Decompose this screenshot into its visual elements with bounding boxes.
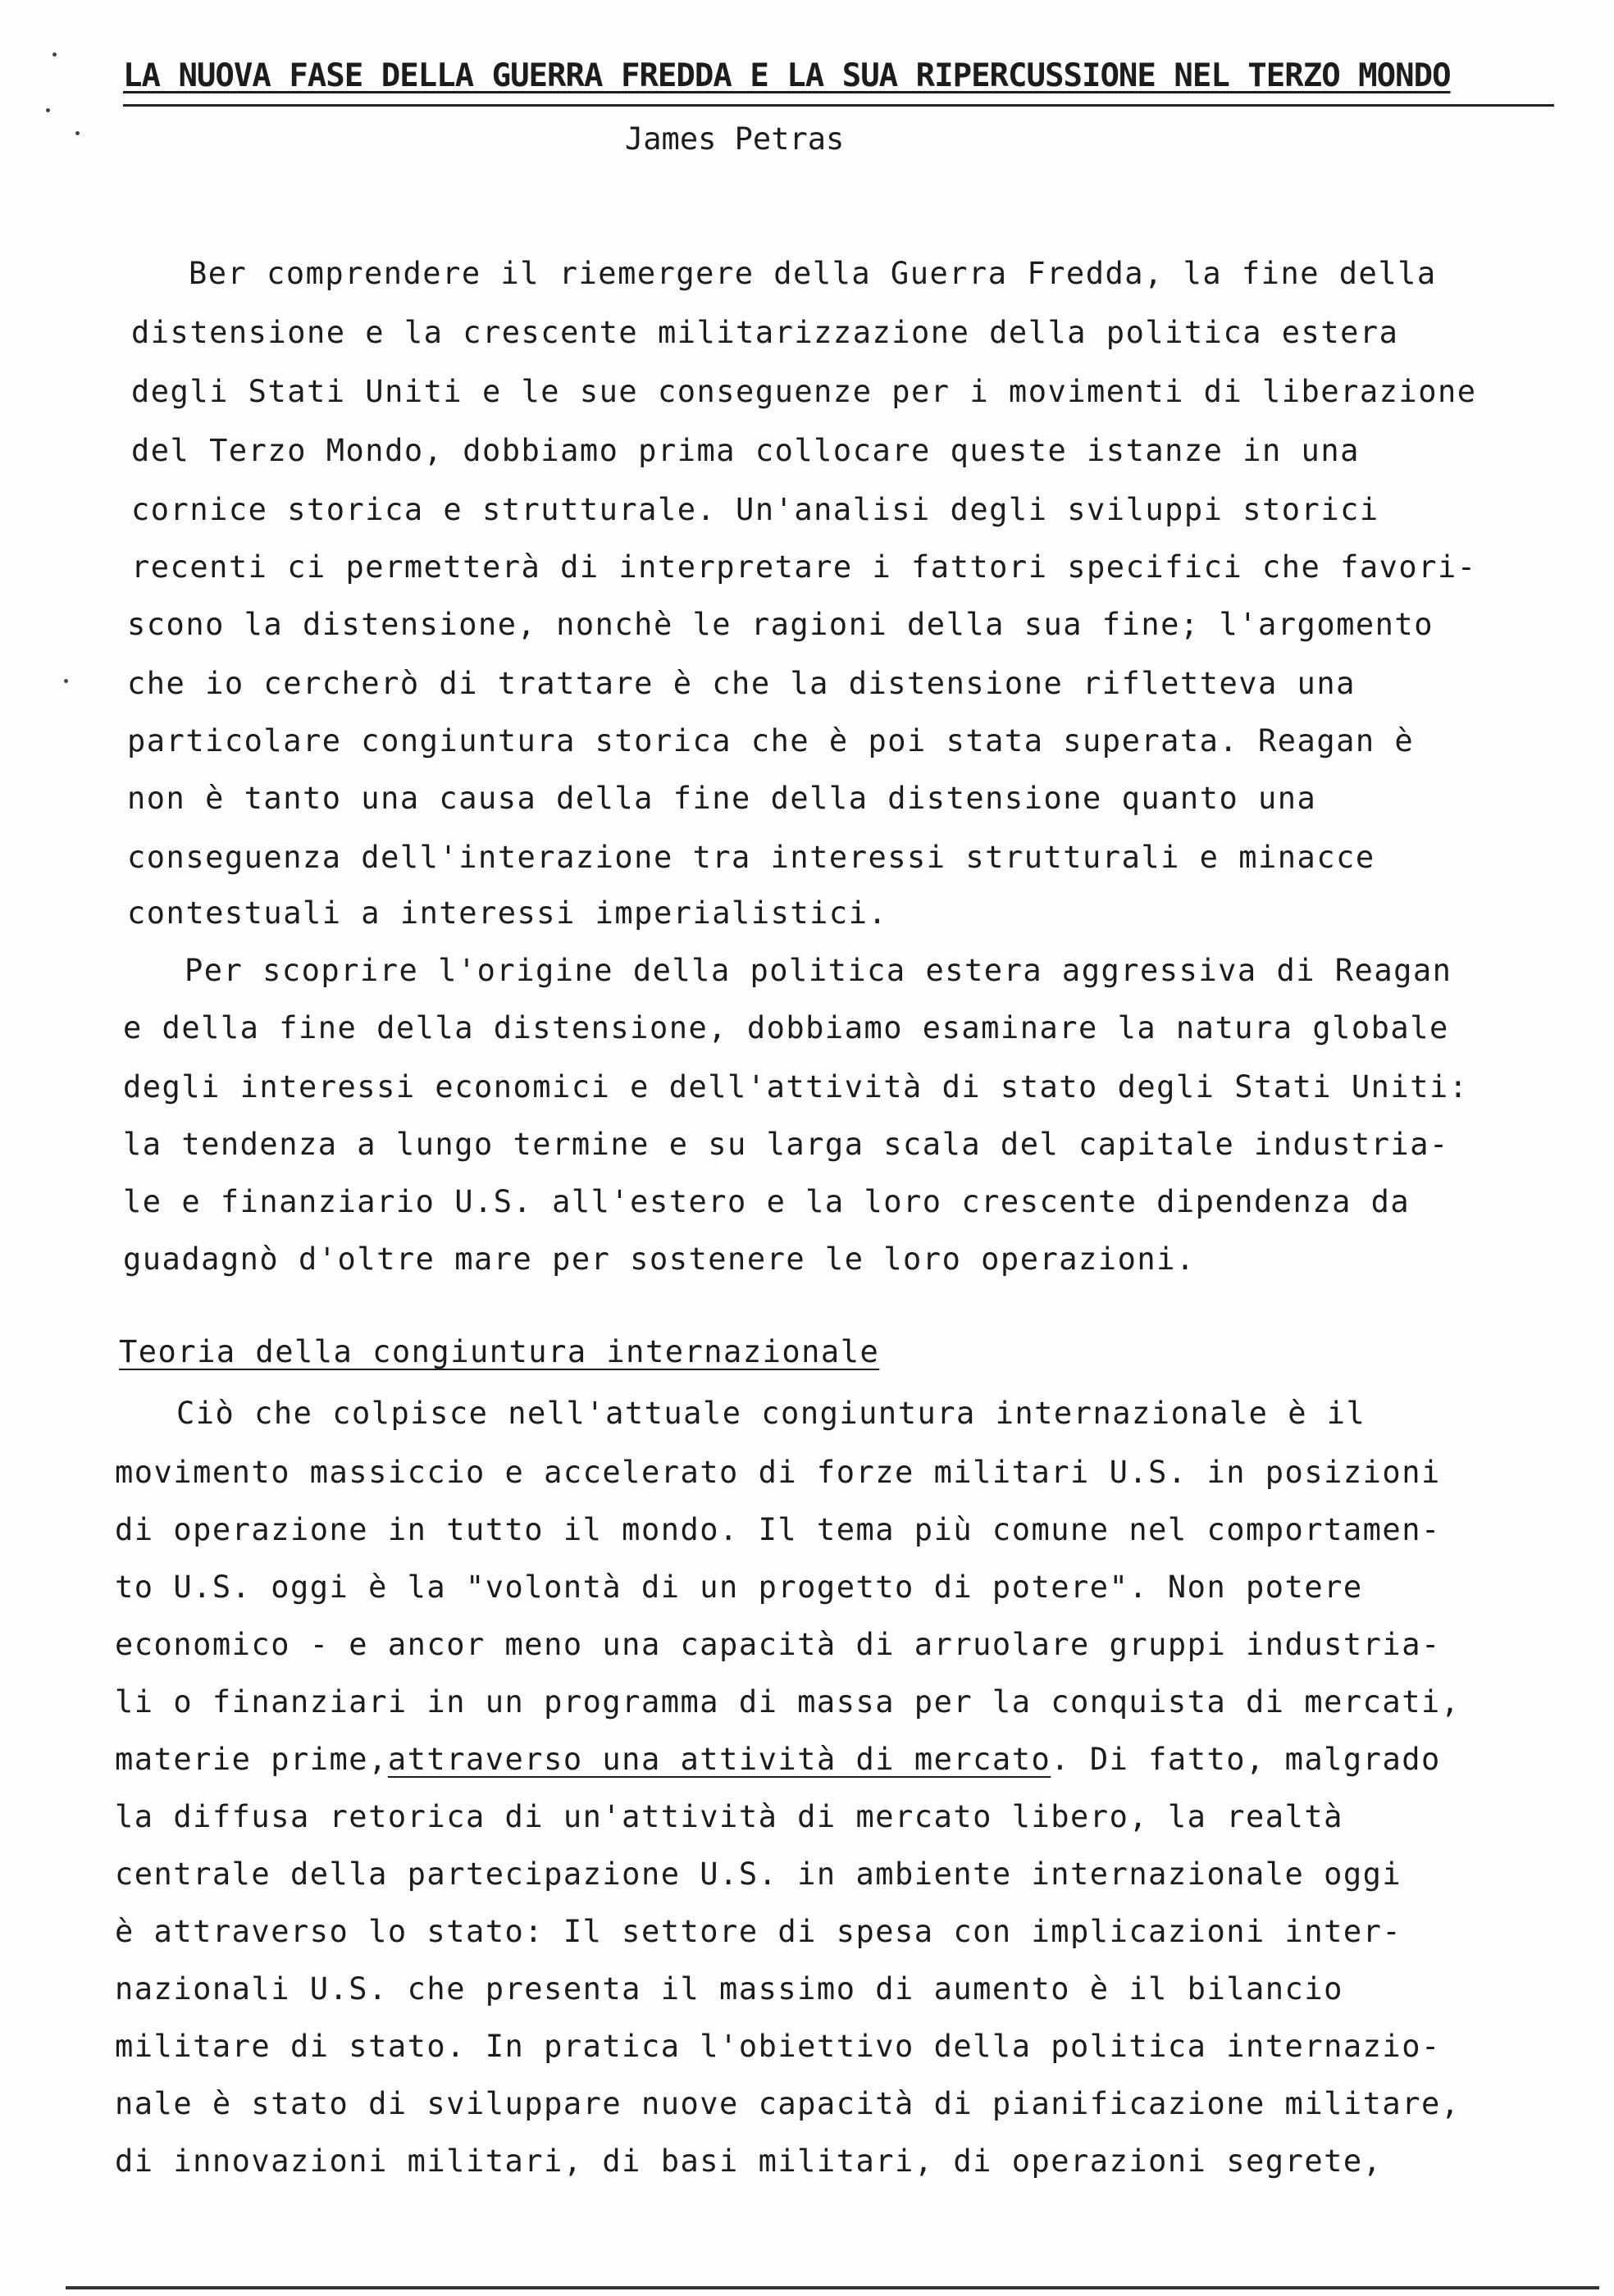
- ink-speck: [64, 679, 68, 683]
- paragraph-line: le e finanziario U.S. all'estero e la loro crescente dipendenza da: [123, 1184, 1411, 1219]
- paragraph-line: è attraverso lo stato: Il settore di spesa con implicazioni inter-: [115, 1914, 1402, 1949]
- paragraph-line: economico - e ancor meno una capacità di arruolare gruppi industria-: [115, 1627, 1441, 1662]
- paragraph-line: degli Stati Uniti e le sue conseguenze per i movimenti di liberazione: [131, 374, 1477, 409]
- paragraph-line: di operazione in tutto il mondo. Il tema più comune nel comportamen-: [115, 1512, 1441, 1547]
- page-bottom-rule: [66, 2286, 1599, 2289]
- paragraph-line: cornice storica e strutturale. Un'analisi degli sviluppi storici: [131, 492, 1379, 527]
- paragraph-line: Ciò che colpisce nell'attuale congiuntura internazionale è il: [176, 1396, 1366, 1431]
- title-rule: [123, 104, 1554, 107]
- paragraph-line: la diffusa retorica di un'attività di mercato libero, la realtà: [115, 1799, 1343, 1834]
- paragraph-line: la tendenza a lungo termine e su larga scala del capitale industria-: [123, 1127, 1449, 1162]
- paragraph-line: [115, 1742, 1441, 1777]
- section-heading: Teoria della congiuntura internazionale: [119, 1334, 880, 1369]
- paragraph-line: non è tanto una causa della fine della distensione quanto una: [127, 781, 1317, 816]
- paragraph-line: scono la distensione, nonchè le ragioni della sua fine; l'argomento: [127, 607, 1434, 642]
- underlined-phrase: attraverso una attività di mercato: [387, 1742, 1051, 1777]
- paragraph-line: li o finanziari in un programma di massa per la conquista di mercati,: [115, 1684, 1461, 1720]
- paragraph-line: Ber comprendere il riemergere della Guerra Fredda, la fine della: [189, 256, 1437, 291]
- paragraph-line: Per scoprire l'origine della politica estera aggressiva di Reagan: [185, 953, 1452, 988]
- paragraph-line: nazionali U.S. che presenta il massimo di aumento è il bilancio: [115, 1971, 1343, 2007]
- line-segment: . Di fatto, malgrado: [1051, 1742, 1441, 1777]
- paragraph-line: centrale della partecipazione U.S. in ambiente internazionale oggi: [115, 1856, 1402, 1892]
- paragraph-line: contestuali a interessi imperialistici.: [127, 895, 888, 931]
- ink-speck: [46, 108, 50, 112]
- author-name: James Petras: [625, 121, 845, 157]
- document-title: LA NUOVA FASE DELLA GUERRA FREDDA E LA SUA RIPERCUSSIONE NEL TERZO MONDO: [123, 57, 1451, 94]
- ink-speck: [75, 131, 80, 135]
- paragraph-line: recenti ci permetterà di interpretare i fattori specifici che favori-: [131, 549, 1477, 585]
- paragraph-line: del Terzo Mondo, dobbiamo prima collocare queste istanze in una: [131, 433, 1360, 468]
- paragraph-line: di innovazioni militari, di basi militari, di operazioni segrete,: [115, 2143, 1383, 2179]
- paragraph-line: guadagnò d'oltre mare per sostenere le loro operazioni.: [123, 1241, 1196, 1277]
- paragraph-line: degli interessi economici e dell'attività di stato degli Stati Uniti:: [123, 1069, 1469, 1105]
- ink-speck: [52, 52, 57, 57]
- paragraph-line: militare di stato. In pratica l'obiettivo della politica internazio-: [115, 2029, 1441, 2064]
- paragraph-line: nale è stato di sviluppare nuove capacità di pianificazione militare,: [115, 2086, 1461, 2121]
- paragraph-line: e della fine della distensione, dobbiamo esaminare la natura globale: [123, 1010, 1449, 1046]
- paragraph-line: to U.S. oggi è la "volontà di un progetto di potere". Non potere: [115, 1569, 1363, 1605]
- paragraph-line: particolare congiuntura storica che è poi stata superata. Reagan è: [127, 723, 1415, 758]
- line-segment: materie prime,: [115, 1742, 388, 1777]
- paragraph-line: movimento massiccio e accelerato di forze militari U.S. in posizioni: [115, 1455, 1441, 1490]
- paragraph-line: che io cercherò di trattare è che la distensione rifletteva una: [127, 666, 1356, 701]
- paragraph-line: conseguenza dell'interazione tra interessi strutturali e minacce: [127, 840, 1375, 875]
- paragraph-line: distensione e la crescente militarizzazione della politica estera: [131, 315, 1399, 350]
